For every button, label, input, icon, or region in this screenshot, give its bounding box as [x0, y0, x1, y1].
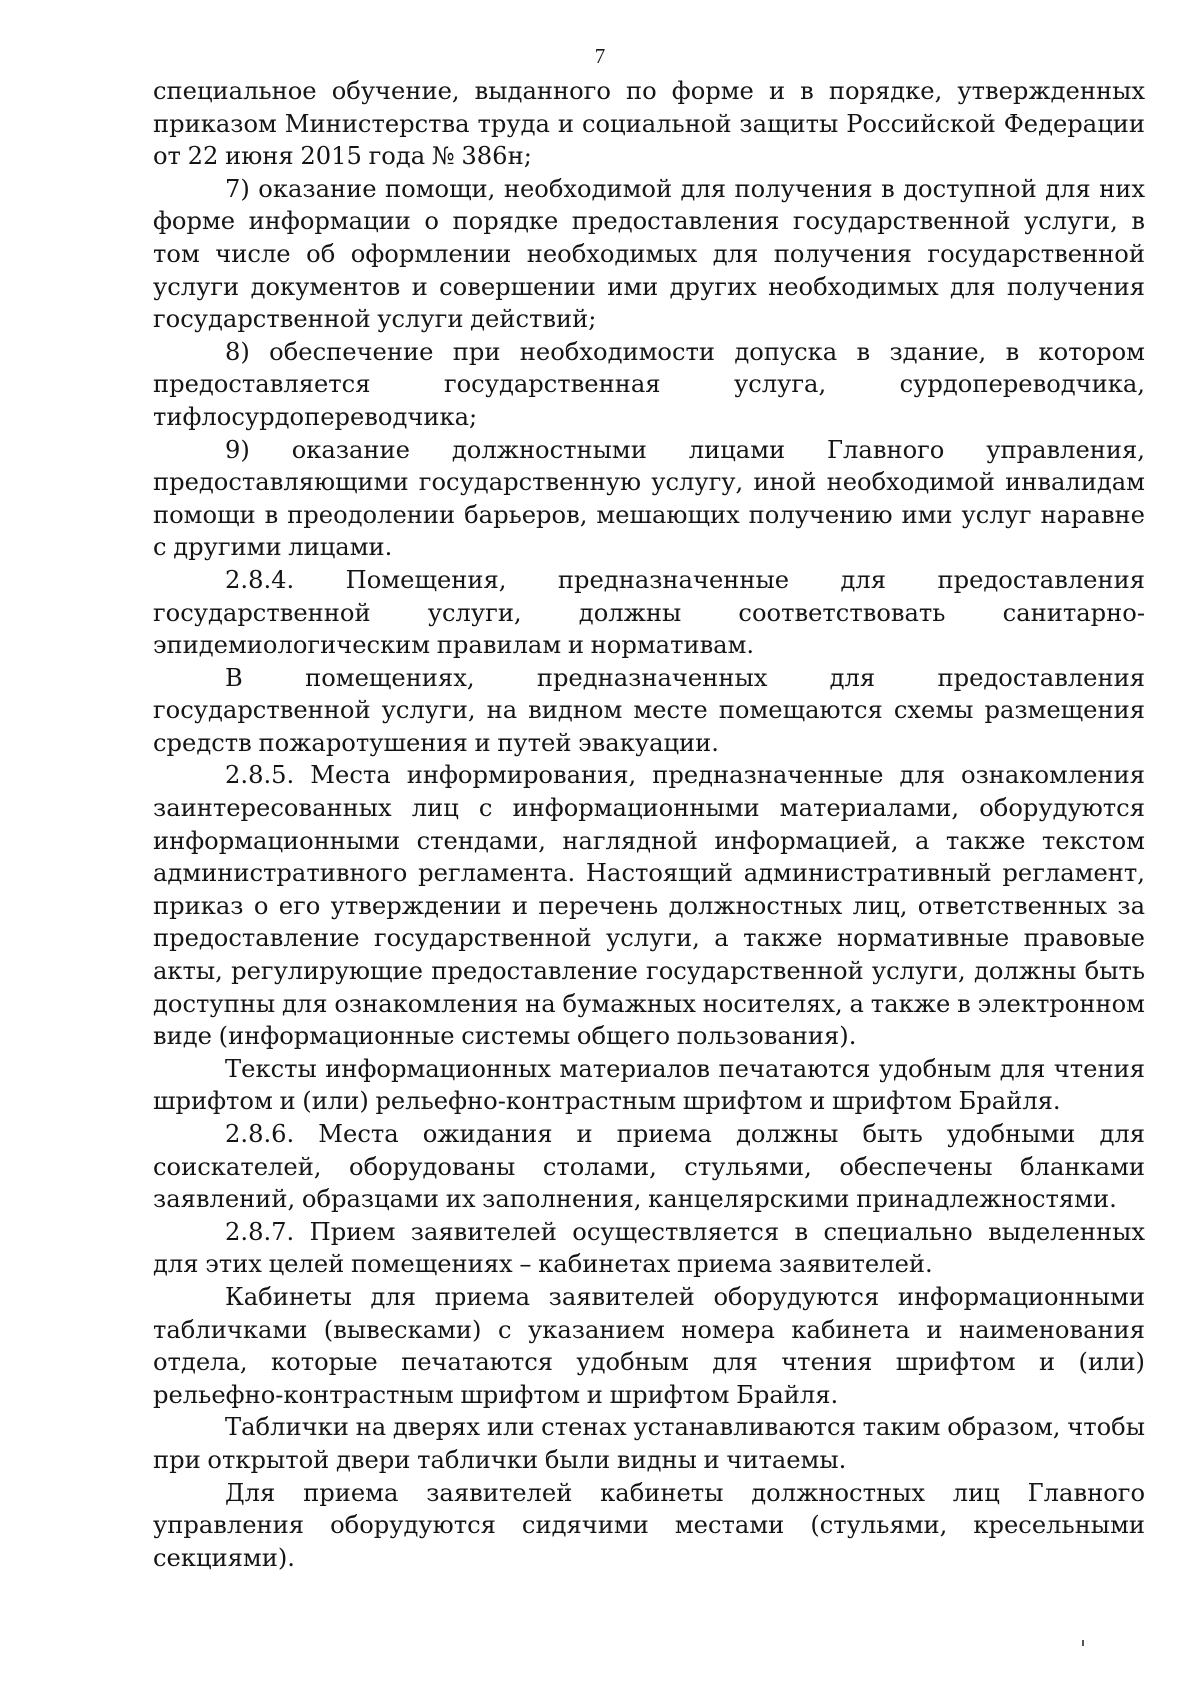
paragraph-2-8-4: 2.8.4. Помещения, предназначенные для предоставления государственной услуги, должны соответствовать санитарно-эпидемиологическим правилам и нормативам.	[153, 565, 1145, 660]
paragraph-cabinet-signs: Кабинеты для приема заявителей оборудуются информационными табличками (вывесками) с указанием номера кабинета и наименования отдела, которые печатаются удобным для чтения шрифтом и (или) рельефно-контрастным шрифтом и шрифтом Брайля.	[153, 1282, 1145, 1409]
scan-speck	[1082, 1640, 1084, 1646]
paragraph-door-signs: Таблички на дверях или стенах устанавливаются таким образом, чтобы при открытой двери таблички были видны и читаемы.	[153, 1413, 1145, 1474]
paragraph-item-9: 9) оказание должностными лицами Главного управления, предоставляющими государственную услугу, иной необходимой инвалидам помощи в преодолении барьеров, мешающих получению ими услуг наравне с другими лицами.	[153, 435, 1145, 562]
paragraph-seating: Для приема заявителей кабинеты должностных лиц Главного управления оборудуются сидячими местами (стульями, кресельными секциями).	[153, 1478, 1145, 1572]
document-body	[153, 75, 1145, 1574]
page-number: 7	[594, 44, 606, 68]
paragraph-item-8: 8) обеспечение при необходимости допуска в здание, в котором предоставляется государственная услуга, сурдопереводчика, тифлосурдопереводчика;	[153, 337, 1145, 431]
paragraph-2-8-6: 2.8.6. Места ожидания и приема должны быть удобными для соискателей, оборудованы столами, стульями, обеспечены бланками заявлений, образцами их заполнения, канцелярскими принадлежностями.	[153, 1120, 1145, 1214]
paragraph-braille-texts: Тексты информационных материалов печатаются удобным для чтения шрифтом и (или) рельефно-контрастным шрифтом и шрифтом Брайля.	[153, 1054, 1145, 1116]
paragraph-continuation: специальное обучение, выданного по форме и в порядке, утвержденных приказом Министерства труда и социальной защиты Российской Федерации от 22 июня 2015 года № 386н;	[153, 77, 1145, 171]
paragraph-2-8-7: 2.8.7. Прием заявителей осуществляется в специально выделенных для этих целей помещениях – кабинетах приема заявителей.	[153, 1217, 1145, 1279]
paragraph-evacuation-schemes: В помещениях, предназначенных для предоставления государственной услуги, на видном месте помещаются схемы размещения средств пожаротушения и путей эвакуации.	[153, 663, 1145, 757]
paragraph-2-8-5: 2.8.5. Места информирования, предназначенные для ознакомления заинтересованных лиц с информационными материалами, оборудуются информационными стендами, наглядной информацией, а также текстом административного регламента. Настоящий административный регламент, приказ о его утверждении и перечень должностных лиц, ответственных за предоставление государственной услуги, а также нормативные правовые акты, регулирующие предоставление государственной услуги, должны быть доступны для ознакомления на бумажных носителях, а также в электронном виде (информационные системы общего пользования).	[153, 761, 1145, 1051]
paragraph-item-7: 7) оказание помощи, необходимой для получения в доступной для них форме информации о порядке предоставления государственной услуги, в том числе об оформлении необходимых для получения государственной услуги документов и совершении ими других необходимых для получения государственной услуги действий;	[153, 174, 1145, 334]
